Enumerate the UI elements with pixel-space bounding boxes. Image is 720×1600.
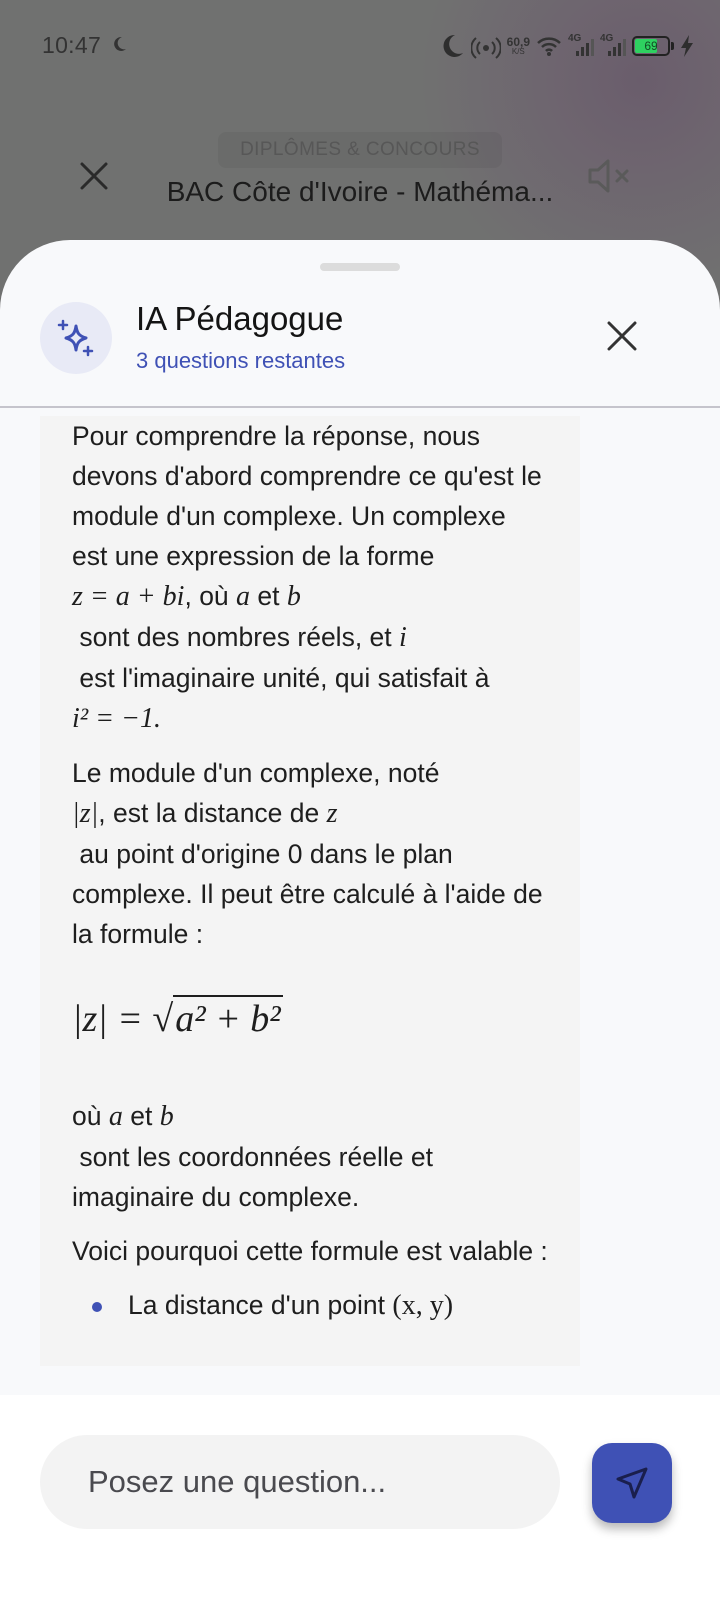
ai-avatar: [40, 302, 112, 374]
message-paragraph: Le module d'un complexe, noté |z|, est la distance de z au point d'origine 0 dans le plan complexe. Il peut être calculé à l'aide de la formule :: [72, 758, 543, 949]
math-inline: i² = −1.: [72, 703, 161, 734]
message-paragraph: Pour comprendre la réponse, nous devons d'abord comprendre ce qu'est le module d'un complexe. Un complexe est une expression de la forme z = a + bi, où a et b sont des nombres réels, et i est l'imaginaire unité, qui satisfait à i² = −1.: [72, 421, 542, 734]
ai-tutor-sheet: [0, 240, 720, 1600]
input-bar: [0, 1395, 720, 1600]
sheet-header: [0, 300, 720, 400]
list-item: La distance d'un point (x, y): [92, 1285, 548, 1326]
close-sheet-button[interactable]: [604, 318, 640, 354]
sheet-title: IA Pédagogue: [136, 300, 344, 337]
bullet-list: [72, 1285, 548, 1326]
message-paragraph: où a et b sont les coordonnées réelle et imaginaire du complexe.: [72, 1101, 433, 1212]
hotspot-icon: [471, 32, 501, 60]
sqrt-symbol: √: [152, 998, 174, 1040]
do-not-disturb-icon: [441, 33, 465, 59]
status-bar: [0, 0, 720, 95]
drag-handle[interactable]: [320, 263, 400, 271]
sim2-signal-icon: 4G: [600, 34, 626, 58]
ai-message-bubble: [40, 416, 580, 1366]
math-inline: z = a + bi: [72, 581, 185, 612]
charging-icon: [680, 35, 694, 57]
sim1-signal-icon: 4G: [568, 34, 594, 58]
do-not-disturb-icon: [113, 36, 127, 52]
sparkles-icon: [56, 318, 96, 358]
status-time: 10:47: [42, 32, 102, 58]
background-page-header: [0, 110, 720, 230]
mute-icon[interactable]: [586, 158, 636, 194]
category-badge: DIPLÔMES & CONCOURS: [218, 132, 502, 168]
formula-display: |z| = √a² + b²: [72, 994, 548, 1044]
question-input[interactable]: [40, 1435, 560, 1529]
page-title: BAC Côte d'Ivoire - Mathéma...: [166, 176, 554, 207]
send-button[interactable]: [592, 1443, 672, 1523]
network-speed: 60,9 K/S: [506, 35, 530, 56]
message-paragraph: Voici pourquoi cette formule est valable :: [72, 1236, 548, 1266]
send-icon: [614, 1465, 650, 1501]
battery-icon: 69: [632, 36, 670, 56]
battery-nub: [671, 42, 674, 50]
remaining-questions: 3 questions restantes: [136, 348, 346, 373]
chat-messages[interactable]: [0, 408, 720, 1395]
status-icons: [441, 30, 694, 62]
wifi-icon: [536, 35, 562, 57]
